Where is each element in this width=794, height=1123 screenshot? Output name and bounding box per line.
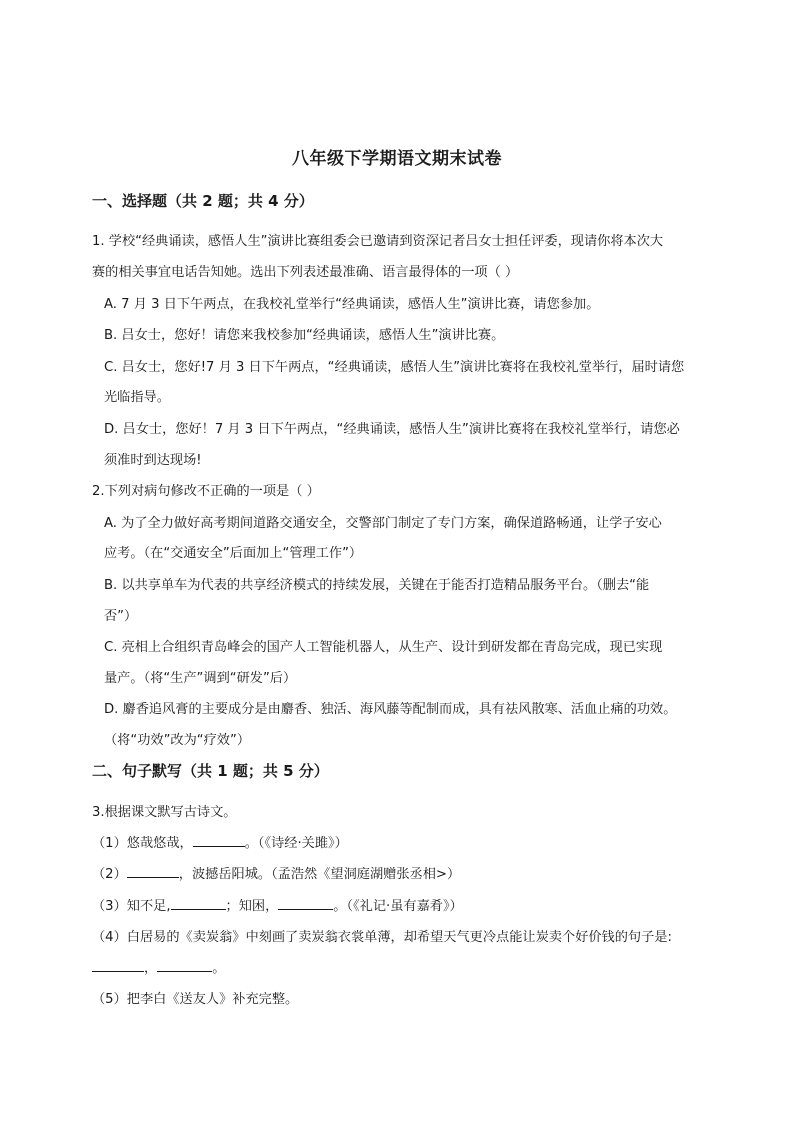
answer-blank[interactable]: [92, 959, 144, 972]
section-heading-dictation: 二、句子默写（共 1 题；共 5 分）: [92, 762, 329, 780]
q2-option-b-line1: B. 以共享单车为代表的共享经济模式的持续发展，关键在于能否打造精品服务平台。（删去“能: [104, 578, 650, 593]
q1-option-b: B. 吕女士，您好！请您来我校参加“经典诵读，感悟人生”演讲比赛。: [104, 328, 505, 343]
q1-option-d-line1: D. 吕女士，您好！7 月 3 日下午两点，“经典诵读，感悟人生”演讲比赛将在我校礼堂举行，请您必: [104, 422, 680, 437]
answer-blank[interactable]: [127, 865, 179, 878]
q3-stem: 3.根据课文默写古诗文。: [92, 805, 237, 820]
q2-option-d-line2: （将“功效”改为“疗效”）: [104, 733, 251, 748]
answer-blank[interactable]: [157, 959, 212, 972]
q2-stem: 2.下列对病句修改不正确的一项是（ ）: [92, 484, 320, 499]
answer-blank[interactable]: [278, 897, 333, 910]
q2-option-a-line2: 应考。（在“交通安全”后面加上“管理工作”）: [104, 546, 363, 561]
q1-stem-line2: 赛的相关事宜电话告知她。选出下列表述最准确、语言最得体的一项（ ）: [92, 265, 519, 280]
q3-item-2-suffix: ，波撼岳阳城。（孟浩然《望洞庭湖赠张丞相>）: [178, 867, 461, 882]
q3-item-4-suffix: 。: [212, 961, 226, 976]
q2-option-b-line2: 否”）: [104, 609, 138, 624]
q3-item-2-prefix: （2）: [92, 867, 127, 882]
q3-item-3-prefix: （3）知不足,: [92, 899, 171, 914]
q2-option-d-line1: D. 麝香追风膏的主要成分是由麝香、独活、海风藤等配制而成，具有祛风散寒、活血止痛的功效。: [104, 702, 677, 717]
q1-option-d-line2: 须准时到达现场!: [104, 453, 202, 468]
q3-item-1-suffix: 。（《诗经·关雎》）: [244, 836, 348, 851]
q1-stem-line1: 1. 学校“经典诵读，感悟人生”演讲比赛组委会已邀请到资深记者吕女士担任评委，现请你将本次大: [92, 234, 664, 249]
q2-option-c-line1: C. 亮相上合组织青岛峰会的国产人工智能机器人，从生产、设计到研发都在青岛完成，现已实现: [104, 640, 663, 655]
q3-item-4-separator: ，: [144, 961, 158, 976]
answer-blank[interactable]: [193, 834, 245, 847]
q3-item-3: [92, 895, 463, 914]
q3-item-1: [92, 832, 348, 851]
page-title: 八年级下学期语文期末试卷: [292, 149, 502, 169]
q3-item-4-line2: [92, 957, 225, 976]
q1-option-c-line2: 光临指导。: [104, 390, 170, 405]
q2-option-a-line1: A. 为了全力做好高考期间道路交通安全，交警部门制定了专门方案，确保道路畅通，让学子安心: [104, 516, 662, 531]
q1-option-a: A. 7 月 3 日下午两点，在我校礼堂举行“经典诵读，感悟人生”演讲比赛，请您参加。: [104, 297, 600, 312]
q3-item-2: [92, 863, 460, 882]
q3-item-4-line1: （4）白居易的《卖炭翁》中刻画了卖炭翁衣裳单薄，却希望天气更冷点能让炭卖个好价钱的句子是:: [92, 930, 672, 945]
q2-option-c-line2: 量产。（将“生产”调到“研发”后）: [104, 671, 297, 686]
q3-item-5: （5）把李白《送友人》补充完整。: [92, 992, 299, 1007]
section-heading-choice: 一、选择题（共 2 题；共 4 分）: [92, 192, 314, 210]
answer-blank[interactable]: [171, 897, 226, 910]
q1-option-c-line1: C. 吕女士，您好!7 月 3 日下午两点，“经典诵读，感悟人生”演讲比赛将在我校礼堂举行，届时请您: [104, 360, 685, 375]
q3-item-3-middle: ；知困，: [225, 899, 279, 914]
q3-item-3-suffix: 。（《礼记·虽有嘉肴》）: [333, 899, 463, 914]
q3-item-1-prefix: （1）悠哉悠哉，: [92, 836, 193, 851]
